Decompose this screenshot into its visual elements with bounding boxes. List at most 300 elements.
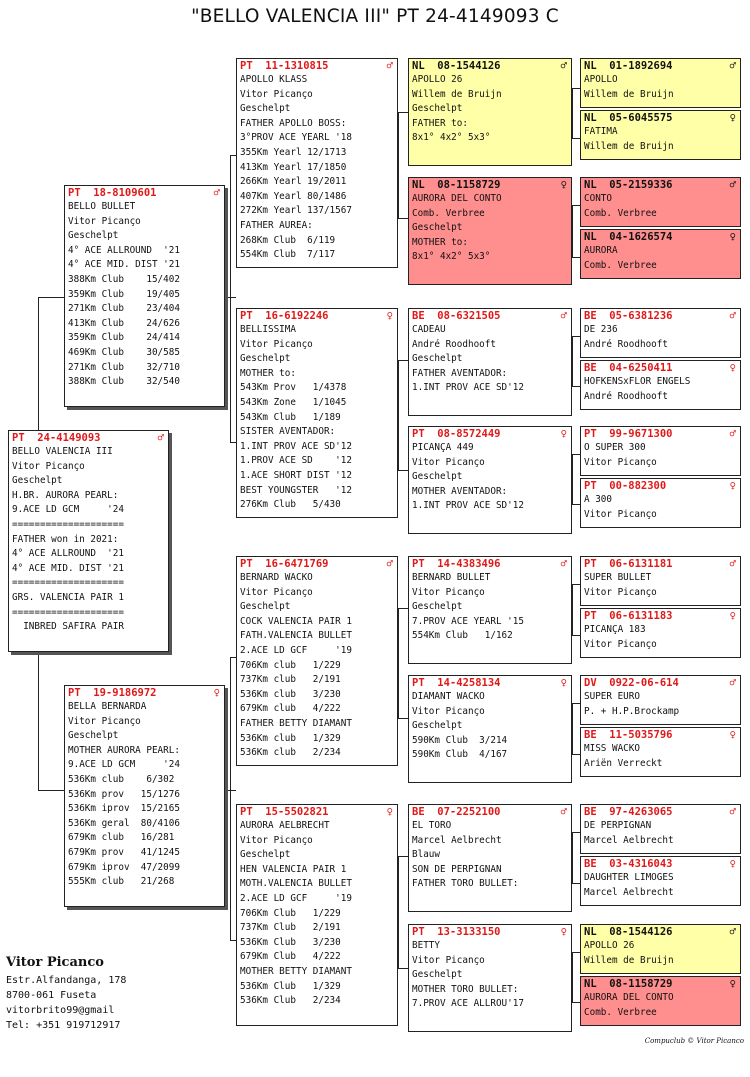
connector-line [572,88,573,138]
pigeon-name: AURORA DEL CONTO [412,193,502,204]
female-icon: ♀ [560,179,567,191]
connector-line [572,454,573,504]
pigeon-info-line: Comb. Verbree [412,207,485,219]
pigeon-info-line: GRS. VALENCIA PAIR 1 [12,591,124,603]
ring-code: NL 01-1892694 [584,60,673,72]
ring-code: PT 06-6131183 [584,610,673,622]
pigeon-name: DAUGHTER LIMOGES [584,872,674,883]
pigeon-info-line: Comb. Verbree [584,259,657,271]
connector-line [572,703,573,754]
pigeon-card-sire-dam [236,308,398,518]
male-icon: ♂ [729,60,736,72]
ring-code: NL 05-6045575 [584,112,673,124]
pigeon-card-dam [64,685,225,907]
connector-line [572,205,573,257]
female-icon: ♀ [729,729,736,741]
pigeon-info-line: 536Km club 2/234 [240,747,341,759]
ring-code: PT 06-6131181 [584,558,673,570]
pigeon-info-line: 1.INT PROV ACE SD'12 [412,382,524,394]
pigeon-info-line: H.BR. AURORA PEARL: [12,489,119,501]
pigeon-info-line: MOTHER AVENTADOR: [412,485,508,497]
pigeon-info-line: Geschelpt [412,969,463,981]
pigeon-info-line: 679Km prov 41/1245 [68,846,180,858]
pigeon-info-line: 536Km geral 80/4106 [68,817,180,829]
pigeon-name: FATIMA [584,126,618,137]
ring-code: PT 16-6471769 [240,558,329,570]
male-icon: ♂ [729,310,736,322]
pigeon-info-line: 8x1° 4x2° 5x3° [412,251,491,263]
ring-number [240,310,393,323]
pigeon-info-line: 536Km Club 3/230 [240,936,341,948]
ring-number [68,187,220,200]
pigeon-info-line: 271Km Club 32/710 [68,361,180,373]
pigeon-info-line: FATH.VALENCIA BULLET [240,630,352,642]
pigeon-card-g4 [580,924,741,974]
pigeon-info-line: Comb. Verbree [584,207,657,219]
ring-number [68,687,220,700]
connector-line [398,608,399,718]
pigeon-card-g4 [580,556,741,606]
pigeon-info-line: Vitor Picanço [412,954,485,966]
pigeon-info-line: 679Km Club 4/222 [240,951,341,963]
pigeon-card-g4 [580,58,741,108]
female-icon: ♀ [729,480,736,492]
pigeon-info-line: Marcel Aelbrecht [412,834,502,846]
pigeon-info-line: Geschelpt [68,730,119,742]
pigeon-info-line: Marcel Aelbrecht [584,886,674,898]
pigeon-info-line: André Roodhooft [584,338,668,350]
ring-number [584,926,736,939]
ring-code: BE 97-4263065 [584,806,673,818]
pigeon-info-line: 536Km club 1/329 [240,732,341,744]
ring-code: BE 03-4316043 [584,858,673,870]
pigeon-name: APOLLO 26 [584,940,635,951]
pigeon-info-line: André Roodhooft [584,390,668,402]
female-icon: ♀ [386,310,393,322]
pigeon-card-dds [408,804,572,912]
pigeon-info-line: 679Km club 16/281 [68,832,175,844]
ring-code: BE 08-6321505 [412,310,501,322]
male-icon: ♂ [157,432,164,444]
male-icon: ♂ [560,806,567,818]
ring-number [240,558,393,571]
ring-number [584,310,736,323]
pigeon-name: SUPER EURO [584,691,640,702]
pigeon-name: AURORA [584,245,618,256]
pigeon-info-line: 7.PROV ACE ALLROU'17 [412,998,524,1010]
female-icon: ♀ [729,978,736,990]
pigeon-info-line: BEST YOUNGSTER '12 [240,484,352,496]
footer-credit: Compuclub © Vitor Picanco [644,1037,744,1045]
ring-code: PT 19-9186972 [68,687,157,699]
page-title: "BELLO VALENCIA III" PT 24-4149093 C [191,6,559,27]
pigeon-info-line: 706Km Club 1/229 [240,907,341,919]
pigeon-card-g4 [580,976,741,1026]
owner-email: vitorbrito99@gmail [6,1005,115,1016]
pigeon-info-line: Vitor Picanço [240,338,313,350]
connector-line [38,652,39,790]
ring-code: BE 11-5035796 [584,729,673,741]
female-icon: ♀ [729,112,736,124]
ring-code: BE 05-6381236 [584,310,673,322]
female-icon: ♀ [560,677,567,689]
pigeon-name: O SUPER 300 [584,442,646,453]
pigeon-info-line: 4° ACE MID. DIST '21 [12,562,124,574]
pigeon-card-g4 [580,478,741,528]
owner-name: Vitor Picanco [6,955,104,970]
pigeon-info-line: 7.PROV ACE YEARL '15 [412,615,524,627]
female-icon: ♀ [560,926,567,938]
pigeon-name: CONTO [584,193,612,204]
connector-line [572,454,580,455]
pigeon-info-line: Vitor Picanço [68,215,141,227]
pigeon-info-line: 2.ACE LD GCF '19 [240,892,352,904]
pigeon-info-line: Geschelpt [412,222,463,234]
ring-number [584,558,736,571]
connector-line [572,504,580,505]
pigeon-info-line: P. + H.P.Brockamp [584,705,680,717]
connector-line [38,297,65,298]
pigeon-info-line: FATHER BETTY DIAMANT [240,717,352,729]
pigeon-info-line: Willem de Bruijn [584,88,674,100]
pigeon-card-g4 [580,110,741,160]
pigeon-card-dam-sire [236,556,398,766]
pigeon-info-line: ==================== [12,518,124,530]
pigeon-info-line: 1.INT PROV ACE SD'12 [240,440,352,452]
ring-number [584,179,736,192]
pigeon-card-subject [8,430,169,652]
ring-code: DV 0922-06-614 [584,677,679,689]
pigeon-info-line: Willem de Bruijn [584,954,674,966]
pigeon-info-line: 737Km club 2/191 [240,674,341,686]
ring-number [584,428,736,441]
pigeon-info-line: 359Km Club 24/414 [68,332,180,344]
pigeon-info-line: HEN VALENCIA PAIR 1 [240,863,347,875]
pigeon-info-line: 543Km Zone 1/1045 [240,396,347,408]
pigeon-info-line: 1.INT PROV ACE SD'12 [412,500,524,512]
pigeon-name: BERNARD BULLET [412,572,491,583]
owner-phone: Tel: +351 919712917 [6,1020,121,1031]
owner-info [6,953,126,1033]
owner-address: Estr.Alfandanga, 178 [6,975,127,986]
pigeon-name: HOFKENSxFLOR ENGELS [584,376,691,387]
pigeon-info-line: 268Km Club 6/119 [240,234,336,246]
pigeon-info-line: Geschelpt [412,601,463,613]
pigeon-card-g4 [580,426,741,476]
pigeon-info-line: Vitor Picanço [240,834,313,846]
connector-line [572,138,580,139]
female-icon: ♀ [729,231,736,243]
pigeon-info-line: 4° ACE MID. DIST '21 [68,259,180,271]
ring-code: NL 08-1544126 [412,60,501,72]
male-icon: ♂ [386,558,393,570]
pigeon-card-g4 [580,856,741,906]
pigeon-card-ddd [408,924,572,1032]
pigeon-info-line: MOTHER TORO BULLET: [412,983,519,995]
ring-code: PT 15-5502821 [240,806,329,818]
pigeon-info-line: MOTHER to: [240,367,296,379]
pigeon-card-g4 [580,360,741,410]
connector-line [398,360,399,470]
ring-code: PT 13-3133150 [412,926,501,938]
pigeon-info-line: 388Km Club 15/402 [68,273,180,285]
pigeon-card-ssd [408,177,572,285]
pigeon-info-line: 737Km Club 2/191 [240,922,341,934]
pigeon-info-line: 9.ACE LD GCM '24 [68,759,180,771]
connector-line [572,257,580,258]
pigeon-info-line: Vitor Picanço [584,456,657,468]
pigeon-info-line: MOTHER BETTY DIAMANT [240,965,352,977]
pigeon-info-line: Blauw [412,849,440,861]
connector-line [572,952,573,1002]
pigeon-info-line: 536Km Club 2/234 [240,995,341,1007]
pigeon-name: BELLA BERNARDA [68,701,147,712]
pigeon-info-line: Willem de Bruijn [412,88,502,100]
pigeon-info-line: Vitor Picanço [68,715,141,727]
pigeon-name: MISS WACKO [584,743,640,754]
pigeon-info-line: Geschelpt [412,103,463,115]
pigeon-name: BETTY [412,940,440,951]
ring-number [584,60,736,73]
connector-line [398,856,399,968]
ring-number [240,60,393,73]
ring-number [412,179,567,192]
pigeon-info-line: 266Km Yearl 19/2011 [240,176,347,188]
ring-code: PT 00-882300 [584,480,667,492]
pigeon-info-line: 4° ACE ALLROUND '21 [68,244,180,256]
pigeon-name: AURORA DEL CONTO [584,992,674,1003]
female-icon: ♀ [560,428,567,440]
pigeon-info-line: 706Km club 1/229 [240,659,341,671]
pigeon-card-g4 [580,229,741,279]
male-icon: ♂ [560,60,567,72]
pigeon-card-sire-sire [236,58,398,268]
pigeon-info-line: 413Km Club 24/626 [68,317,180,329]
male-icon: ♂ [729,558,736,570]
connector-line [572,386,580,387]
ring-code: PT 14-4383496 [412,558,501,570]
connector-line [38,297,39,431]
pigeon-info-line: Vitor Picanço [12,460,85,472]
pigeon-info-line: FATHER AVENTADOR: [412,367,508,379]
pigeon-info-line: ==================== [12,577,124,589]
ring-code: PT 11-1310815 [240,60,329,72]
pigeon-info-line: Geschelpt [240,103,291,115]
pigeon-card-g4 [580,608,741,658]
connector-line [572,832,580,833]
ring-number [12,432,164,445]
pigeon-info-line: 536Km club 3/230 [240,688,341,700]
connector-line [572,635,580,636]
pigeon-name: A 300 [584,494,612,505]
ring-code: PT 18-8109601 [68,187,157,199]
pigeon-card-g4 [580,675,741,725]
male-icon: ♂ [213,187,220,199]
pigeon-card-dsd [408,675,572,783]
pigeon-info-line: 271Km Club 23/404 [68,303,180,315]
ring-code: NL 08-1158729 [412,179,501,191]
pigeon-info-line: Geschelpt [412,720,463,732]
connector-line [572,832,573,883]
female-icon: ♀ [729,610,736,622]
pigeon-name: PICANÇA 183 [584,624,646,635]
ring-number [584,806,736,819]
ring-number [240,806,393,819]
connector-line [398,112,399,218]
pigeon-info-line: 469Km Club 30/585 [68,346,180,358]
ring-code: BE 04-6250411 [584,362,673,374]
ring-number [584,112,736,125]
ring-code: PT 24-4149093 [12,432,101,444]
pigeon-info-line: Geschelpt [412,471,463,483]
pigeon-info-line: SON DE PERPIGNAN [412,863,502,875]
pigeon-info-line: 388Km Club 32/540 [68,376,180,388]
connector-line [398,608,408,609]
pigeon-info-line: FATHER to: [412,117,468,129]
male-icon: ♂ [729,806,736,818]
pigeon-card-g4 [580,804,741,854]
pigeon-info-line: MOTHER to: [412,236,468,248]
pigeon-info-line: 590Km Club 4/167 [412,749,508,761]
pigeon-info-line: Comb. Verbree [584,1006,657,1018]
male-icon: ♂ [729,428,736,440]
pigeon-info-line: Vitor Picanço [412,705,485,717]
pigeon-card-sss [408,58,572,166]
pigeon-info-line: 272Km Yearl 137/1567 [240,205,352,217]
pigeon-info-line: COCK VALENCIA PAIR 1 [240,615,352,627]
pigeon-info-line: André Roodhooft [412,338,496,350]
pigeon-info-line: Geschelpt [240,849,291,861]
male-icon: ♂ [729,926,736,938]
pigeon-info-line: Ariën Verreckt [584,757,663,769]
pigeon-name: SUPER BULLET [584,572,652,583]
owner-city: 8700-061 Fuseta [6,990,97,1001]
pigeon-info-line: FATHER won in 2021: [12,533,119,545]
connector-line [572,952,580,953]
pigeon-info-line: 4° ACE ALLROUND '21 [12,548,124,560]
pigeon-info-line: Vitor Picanço [412,456,485,468]
pigeon-info-line: 3°PROV ACE YEARL '18 [240,132,352,144]
pigeon-card-dss [408,556,572,664]
pigeon-info-line: Geschelpt [240,353,291,365]
ring-code: PT 99-9671300 [584,428,673,440]
ring-number [412,926,567,939]
ring-number [584,231,736,244]
pigeon-info-line: Vitor Picanço [584,508,657,520]
ring-number [412,310,567,323]
pigeon-info-line: Geschelpt [240,601,291,613]
ring-code: NL 05-2159336 [584,179,673,191]
pigeon-name: EL TORO [412,820,452,831]
pigeon-info-line: 543Km Prov 1/4378 [240,382,347,394]
pigeon-info-line: Geschelpt [12,475,63,487]
pigeon-info-line: 413Km Yearl 17/1850 [240,161,347,173]
ring-number [412,60,567,73]
pigeon-info-line: Vitor Picanço [240,88,313,100]
pigeon-card-g4 [580,177,741,227]
connector-line [572,754,580,755]
ring-number [412,677,567,690]
connector-line [572,205,580,206]
pigeon-info-line: 355Km Yearl 12/1713 [240,146,347,158]
pigeon-info-line: 554Km Club 1/162 [412,630,513,642]
pigeon-card-g4 [580,727,741,777]
pigeon-info-line: FATHER AUREA: [240,219,313,231]
male-icon: ♂ [560,558,567,570]
pigeon-info-line: ==================== [12,606,124,618]
ring-code: PT 08-8572449 [412,428,501,440]
male-icon: ♂ [386,60,393,72]
connector-line [572,883,580,884]
pigeon-info-line: 555Km club 21/268 [68,876,175,888]
pigeon-info-line: 536Km club 6/302 [68,773,175,785]
female-icon: ♀ [729,362,736,374]
connector-line [572,584,573,635]
ring-code: PT 16-6192246 [240,310,329,322]
pigeon-info-line: 9.ACE LD GCM '24 [12,504,124,516]
pigeon-info-line: 543Km Club 1/189 [240,411,341,423]
female-icon: ♀ [213,687,220,699]
pigeon-name: DE 236 [584,324,618,335]
ring-code: BE 07-2252100 [412,806,501,818]
pigeon-name: APOLLO 26 [412,74,463,85]
ring-number [584,677,736,690]
pigeon-info-line: MOTHER AURORA PEARL: [68,744,180,756]
pigeon-name: DIAMANT WACKO [412,691,485,702]
pigeon-info-line: Vitor Picanço [412,586,485,598]
pigeon-info-line: 679Km club 4/222 [240,703,341,715]
ring-code: PT 14-4258134 [412,677,501,689]
pigeon-info-line: 1.PROV ACE SD '12 [240,455,352,467]
ring-number [584,610,736,623]
pigeon-card-sire [64,185,225,407]
male-icon: ♂ [729,677,736,689]
pigeon-name: BERNARD WACKO [240,572,313,583]
pigeon-info-line: MOTH.VALENCIA BULLET [240,878,352,890]
pigeon-name: APOLLO [584,74,618,85]
pigeon-card-sds [408,308,572,416]
pigeon-info-line: 407Km Yearl 80/1486 [240,190,347,202]
pigeon-info-line: Marcel Aelbrecht [584,834,674,846]
ring-number [412,428,567,441]
pigeon-info-line: Vitor Picanço [584,586,657,598]
ring-code: NL 04-1626574 [584,231,673,243]
connector-line [398,112,408,113]
pigeon-info-line: 2.ACE LD GCF '19 [240,644,352,656]
pigeon-name: DE PERPIGNAN [584,820,652,831]
pigeon-name: AURORA AELBRECHT [240,820,330,831]
connector-line [230,155,231,442]
connector-line [398,218,408,219]
pigeon-name: CADEAU [412,324,446,335]
pigeon-info-line: Vitor Picanço [584,638,657,650]
pigeon-info-line: 359Km Club 19/405 [68,288,180,300]
pigeon-info-line: 276Km Club 5/430 [240,499,341,511]
ring-number [584,978,736,991]
ring-code: NL 08-1544126 [584,926,673,938]
connector-line [398,856,408,857]
connector-line [572,336,580,337]
pigeon-info-line: SISTER AVENTADOR: [240,426,336,438]
connector-line [398,718,408,719]
pigeon-info-line: 8x1° 4x2° 5x3° [412,132,491,144]
pigeon-info-line: Willem de Bruijn [584,140,674,152]
connector-line [572,336,573,386]
connector-line [572,1002,580,1003]
ring-number [584,858,736,871]
ring-number [412,806,567,819]
ring-number [584,480,736,493]
